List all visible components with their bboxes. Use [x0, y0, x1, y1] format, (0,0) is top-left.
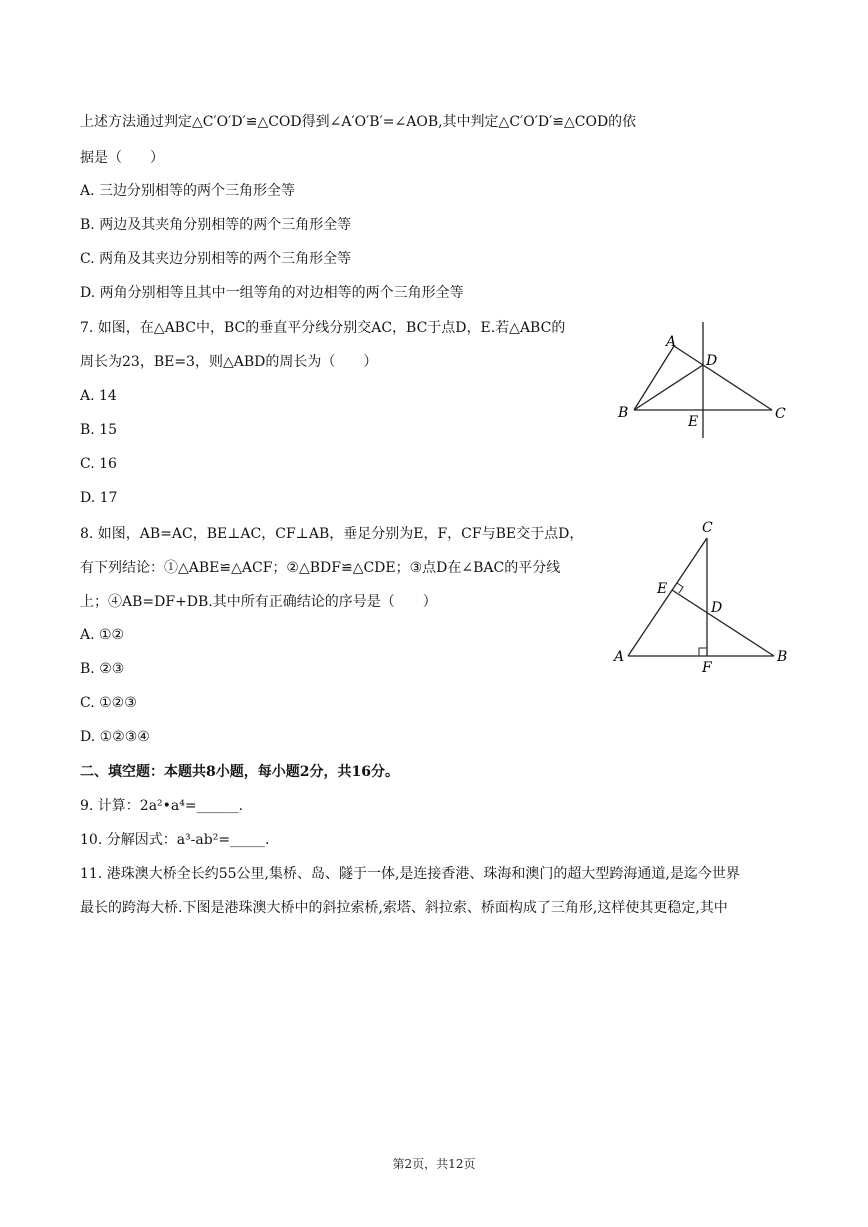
page-footer: 第2页，共12页	[392, 1157, 476, 1171]
question-6-stem-line-2: 据是（ ）	[80, 150, 164, 166]
question-8-stem-line-1: 8. 如图，AB=AC，BE⊥AC，CF⊥AB，垂足分别为E，F，CF与BE交于点D，	[80, 526, 584, 542]
right-angle-mark-f	[699, 648, 707, 656]
label-b: B	[618, 405, 629, 421]
section-2-heading: 二、填空题：本题共8小题，每小题2分，共16分。	[80, 764, 399, 780]
label-f: F	[702, 660, 712, 676]
label-a: A	[614, 649, 625, 665]
label-c: C	[775, 406, 786, 422]
label-e: E	[688, 414, 699, 430]
question-6-stem-line-1: 上述方法通过判定△C′O′D′≌△COD得到∠A′O′B′=∠AOB,其中判定△C′O′D′≌△COD的依	[80, 114, 637, 130]
label-c: C	[702, 520, 713, 536]
question-8-option-b: B. ②③	[80, 661, 125, 677]
segment-bd	[634, 365, 703, 410]
label-b: B	[777, 649, 788, 665]
question-7-option-d: D. 17	[80, 490, 118, 506]
label-a: A	[666, 334, 677, 350]
question-7-option-a: A. 14	[80, 388, 117, 404]
segment-ac	[674, 346, 772, 410]
question-8-stem-line-2: 有下列结论：①△ABE≌△ACF；②△BDF≌△CDE；③点D在∠BAC的平分线	[80, 560, 561, 576]
label-d: D	[711, 600, 723, 616]
question-11-line-1: 11. 港珠澳大桥全长约55公里,集桥、岛、隧于一体,是连接香港、珠海和澳门的超大型跨海通道,是迄今世界	[80, 866, 740, 882]
segment-ac	[628, 538, 707, 656]
question-8-option-c: C. ①②③	[80, 695, 137, 711]
right-angle-mark-e	[677, 583, 683, 593]
question-7-figure	[612, 318, 792, 443]
question-8-option-d: D. ①②③④	[80, 729, 150, 745]
question-7-stem-line-2: 周长为23，BE=3，则△ABD的周长为（ ）	[80, 354, 378, 370]
question-9: 9. 计算：2a²•a⁴=______.	[80, 798, 244, 814]
question-8-stem-line-3: 上；④AB=DF+DB.其中所有正确结论的序号是（ ）	[80, 594, 437, 610]
label-e: E	[657, 581, 668, 597]
label-d: D	[706, 353, 718, 369]
question-8-option-a: A. ①②	[80, 627, 125, 643]
question-8-figure-svg	[612, 518, 797, 678]
question-6-option-b: B. 两边及其夹角分别相等的两个三角形全等	[80, 217, 352, 233]
segment-be	[672, 590, 774, 656]
question-6-option-c: C. 两角及其夹边分别相等的两个三角形全等	[80, 251, 352, 267]
question-10: 10. 分解因式：a³-ab²=_____.	[80, 832, 270, 848]
question-8-figure	[612, 518, 797, 678]
question-11-line-2: 最长的跨海大桥.下图是港珠澳大桥中的斜拉索桥,索塔、斜拉索、桥面构成了三角形,这样使其更稳定,其中	[80, 900, 728, 916]
question-7-stem-line-1: 7. 如图，在△ABC中，BC的垂直平分线分别交AC，BC于点D，E.若△ABC的	[80, 320, 566, 336]
segment-ab	[634, 346, 674, 410]
question-7-option-c: C. 16	[80, 456, 117, 472]
question-6-option-d: D. 两角分别相等且其中一组等角的对边相等的两个三角形全等	[80, 285, 464, 301]
question-7-figure-svg	[612, 318, 792, 443]
question-6-option-a: A. 三边分别相等的两个三角形全等	[80, 183, 296, 199]
question-7-option-b: B. 15	[80, 422, 118, 438]
